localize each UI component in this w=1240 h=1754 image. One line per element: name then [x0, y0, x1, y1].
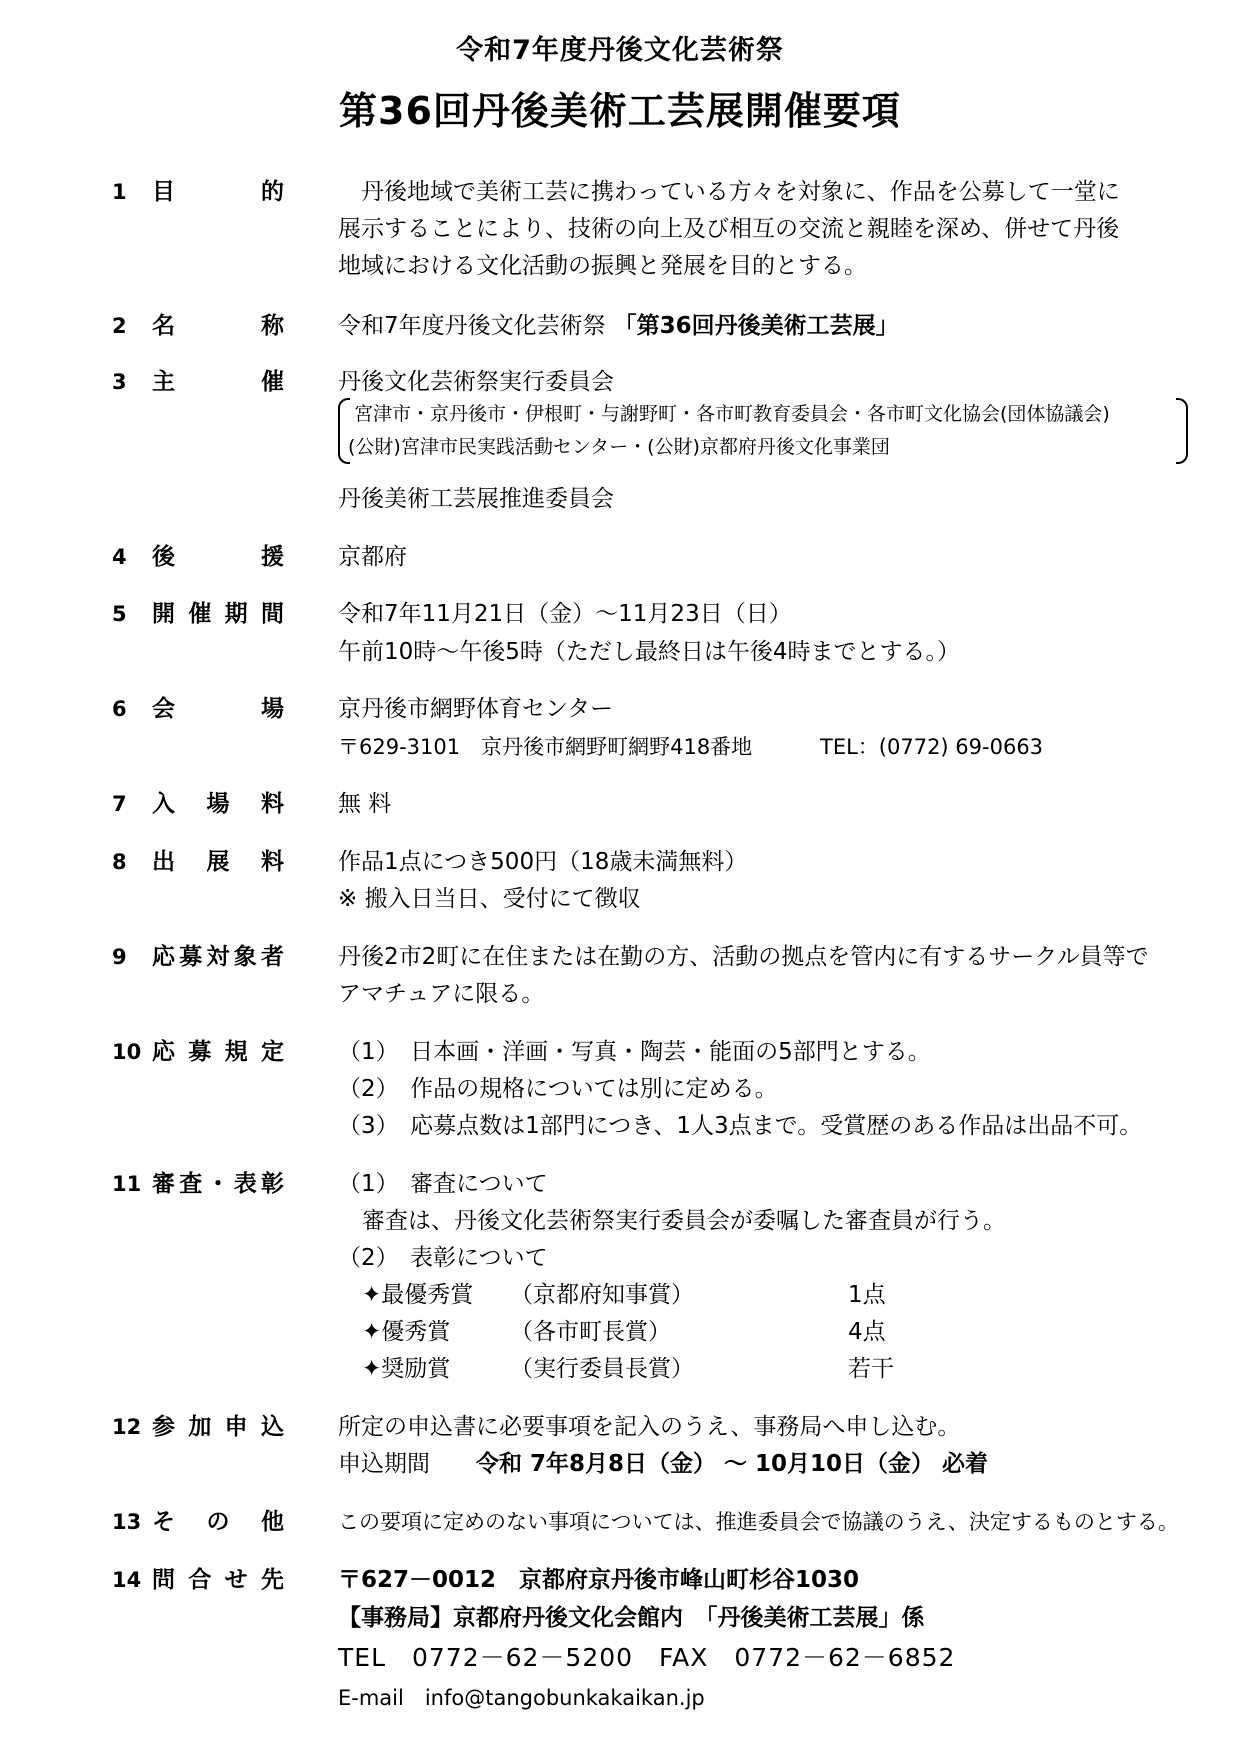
rule-1: （1） 日本画・洋画・写真・陶芸・能面の5部門とする。 [338, 1039, 931, 1065]
rule-2: （2） 作品の規格については別に定める。 [338, 1076, 778, 1102]
document-subtitle: 令和7年度丹後文化芸術祭 [456, 35, 784, 66]
section-label-contact: 問 合 せ 先 [152, 1567, 284, 1593]
award-name: ✦奨励賞 [362, 1356, 451, 1382]
application-period-label: 申込期間 [338, 1451, 430, 1477]
section-number: 13 [112, 1510, 142, 1534]
section-label-other: そ の 他 [152, 1509, 284, 1535]
section-number: 5 [112, 602, 127, 626]
award-count: 1点 [848, 1282, 886, 1308]
section-label-application: 参 加 申 込 [152, 1414, 284, 1440]
section-number: 6 [112, 697, 127, 721]
award-sponsor: （実行委員長賞） [510, 1356, 694, 1382]
rule-3: （3） 応募点数は1部門につき、1人3点まで。受賞歴のある作品は出品不可。 [338, 1113, 1143, 1139]
contact-address: 〒627－0012 京都府京丹後市峰山町杉谷1030 [338, 1567, 860, 1593]
venue-address: 〒629-3101 京丹後市網野町網野418番地 [338, 735, 753, 759]
award-count: 若干 [848, 1356, 894, 1382]
award-sponsor: （京都府知事賞） [510, 1282, 694, 1308]
section-label-rules: 応 募 規 定 [152, 1039, 284, 1065]
section-label-entry-fee: 出 展 料 [152, 849, 284, 875]
venue-name: 京丹後市網野体育センター [338, 696, 614, 722]
period-hours: 午前10時～午後5時（ただし最終日は午後4時までとする。） [338, 639, 961, 665]
section-label-name: 名 称 [152, 313, 284, 339]
supporter: 京都府 [338, 544, 407, 570]
venue-tel: TEL：(0772) 69-0663 [820, 735, 1044, 759]
judging-text: 審査は、丹後文化芸術祭実行委員会が委嘱した審査員が行う。 [362, 1208, 1006, 1234]
section-number: 11 [112, 1172, 142, 1196]
other-text: この要項に定めのない事項については、推進委員会で協議のうえ、決定するものとする。 [338, 1510, 1179, 1534]
section-number: 9 [112, 945, 127, 969]
event-name: 令和7年度丹後文化芸術祭 「第36回丹後美術工芸展」 [338, 313, 899, 339]
section-number: 7 [112, 792, 127, 816]
section-number: 3 [112, 370, 127, 394]
period-dates: 令和7年11月21日（金）～11月23日（日） [338, 601, 792, 627]
section-number: 12 [112, 1415, 142, 1439]
section-label-period: 開 催 期 間 [152, 601, 284, 627]
section-label-organizer: 主 催 [152, 369, 284, 395]
section-label-admission: 入 場 料 [152, 791, 284, 817]
section-number: 14 [112, 1568, 142, 1592]
contact-office: 【事務局】京都府丹後文化会館内 「丹後美術工芸展」係 [338, 1605, 925, 1631]
section-number: 10 [112, 1040, 142, 1064]
organizer-main: 丹後文化芸術祭実行委員会 [338, 369, 614, 395]
organizer-committee: 丹後美術工芸展推進委員会 [338, 486, 614, 512]
award-sponsor: （各市町長賞） [510, 1319, 671, 1345]
contact-email[interactable]: E-mail info@tangobunkakaikan.jp [338, 1686, 705, 1710]
award-name: ✦最優秀賞 [362, 1282, 474, 1308]
section-number: 2 [112, 314, 127, 338]
application-text: 所定の申込書に必要事項を記入のうえ、事務局へ申し込む。 [338, 1414, 961, 1440]
section-label-eligibility: 応 募 対 象 者 [152, 944, 284, 970]
award-name: ✦優秀賞 [362, 1319, 451, 1345]
awards-heading: （2） 表彰について [338, 1245, 548, 1271]
purpose-line-1: 丹後地域で美術工芸に携わっている方々を対象に、作品を公募して一堂に [338, 179, 1120, 205]
judging-heading: （1） 審査について [338, 1171, 548, 1197]
admission-fee: 無 料 [338, 791, 392, 817]
section-label-purpose: 目 的 [152, 179, 284, 205]
purpose-line-2: 展示することにより、技術の向上及び相互の交流と親睦を深め、併せて丹後 [338, 216, 1120, 242]
document-title: 第36回丹後美術工芸展開催要項 [339, 89, 901, 133]
organizer-members-1: 宮津市・京丹後市・伊根町・与謝野町・各市町教育委員会・各市町文化協会(団体協議会) [354, 403, 1110, 425]
section-label-support: 後 援 [152, 544, 284, 570]
eligibility-line-2: アマチュアに限る。 [338, 981, 545, 1007]
eligibility-line-1: 丹後2市2町に在住または在勤の方、活動の拠点を管内に有するサークル員等で [338, 944, 1149, 970]
application-period: 令和 7年8月8日（金） ～ 10月10日（金） 必着 [476, 1451, 989, 1477]
section-label-venue: 会 場 [152, 696, 284, 722]
entry-fee: 作品1点につき500円（18歳未満無料） [338, 849, 748, 875]
section-number: 8 [112, 850, 127, 874]
contact-phone-fax: TEL 0772－62－5200 FAX 0772－62－6852 [338, 1643, 956, 1672]
purpose-line-3: 地域における文化活動の振興と発展を目的とする。 [338, 253, 867, 279]
section-label-judging: 審 査 ・ 表 彰 [152, 1171, 284, 1197]
bracket-right [1176, 398, 1188, 464]
award-count: 4点 [848, 1319, 886, 1345]
entry-fee-note: ※ 搬入日当日、受付にて徴収 [338, 886, 641, 912]
section-number: 4 [112, 545, 127, 569]
section-number: 1 [112, 180, 127, 204]
organizer-members-2: (公財)宮津市民実践活動センター・(公財)京都府丹後文化事業団 [348, 436, 890, 458]
